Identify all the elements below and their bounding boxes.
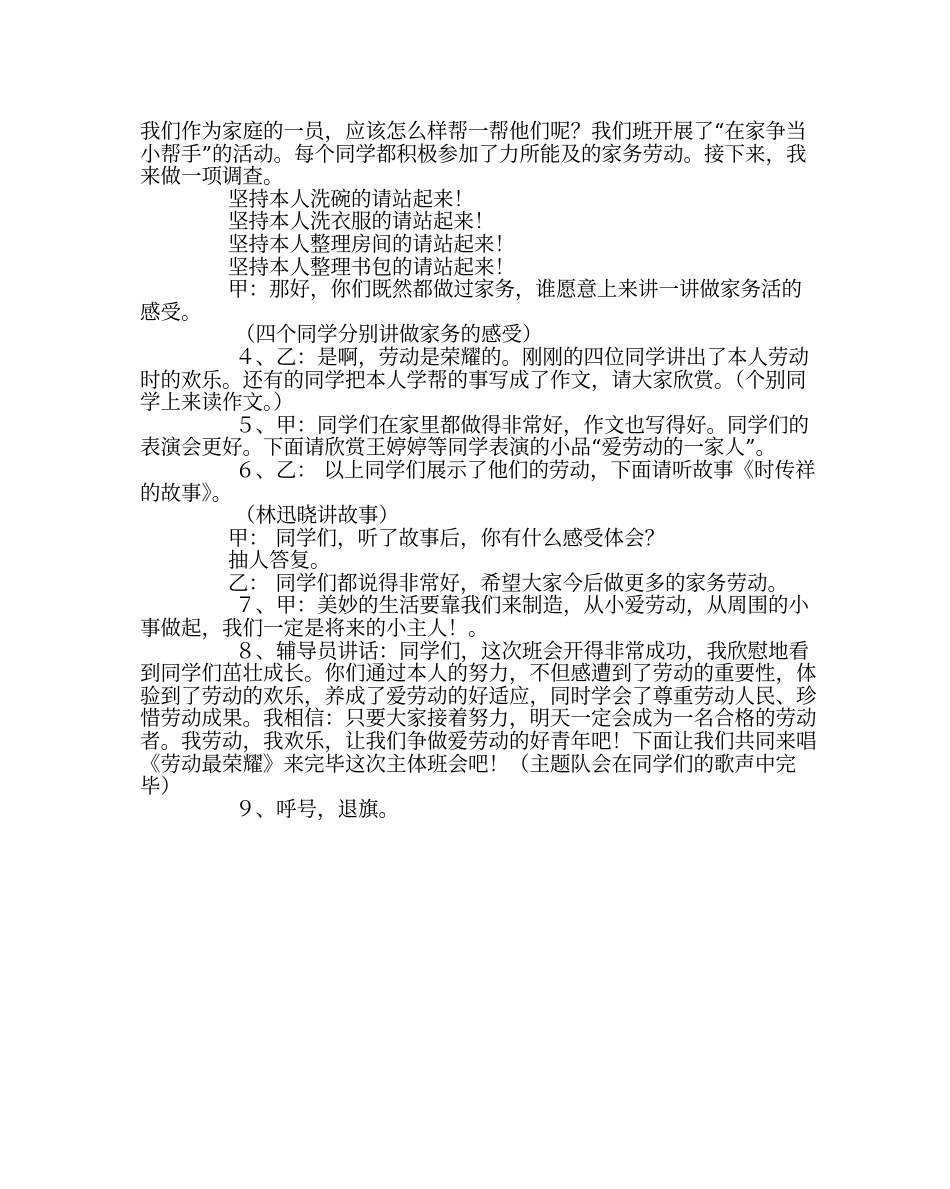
paragraph-story: （林迅晓讲故事） [235,503,399,528]
paragraph-answer: 抽人答复。 [228,548,331,573]
paragraph-four-students: （四个同学分别讲做家务的感受） [235,322,543,347]
paragraph-item-7: ７、甲：美妙的生活要靠我们来制造，从小爱劳动，从周围的小事做起，我们一定是将来的小主人！。 [140,593,809,641]
paragraph-survey-laundry: 坚持本人洗衣服的请站起来！ [228,209,495,234]
paragraph-item-9: ９、呼号，退旗。 [235,796,399,821]
document-body [140,120,820,820]
paragraph-jia-feelings: 甲： 同学们，听了故事后，你有什么感受体会？ [228,525,666,550]
paragraph-intro: 我们作为家庭的一员，应该怎么样帮一帮他们呢？我们班开展了“在家争当小帮手”的活动。每个同学都积极参加了力所能及的家务劳动。接下来，我来做一项调查。 [140,119,807,189]
paragraph-jia-question: 甲：那好，你们既然都做过家务，谁愿意上来讲一讲做家务活的感受。 [140,277,802,324]
paragraph-item-8: ８、辅导员讲话：同学们，这次班会开得非常成功，我欣慰地看到同学们茁壮成长。你们通过本人的努力，不但感遭到了劳动的重要性，体验到了劳动的欢乐，养成了爱劳动的好适应，同时学会了尊重劳动人民、珍惜劳动成果。我相信：只要大家接着努力，明天一定会成为一名合格的劳动者。我劳动，我欢乐，让我们争做爱劳动的好青年吧！下面让我们共同来唱《劳动最荣耀》来完毕这次主体班会吧！（主题队会在同学们的歌声中完毕） [140,638,817,799]
paragraph-survey-dishes: 坚持本人洗碗的请站起来！ [228,186,474,211]
paragraph-yi-praise: 乙： 同学们都说得非常好，希望大家今后做更多的家务劳动。 [228,570,789,595]
paragraph-item-5: ５、甲：同学们在家里都做得非常好，作文也写得好。同学们的表演会更好。下面请欣赏王婷婷等同学表演的小品“爱劳动的一家人”。 [140,412,809,460]
paragraph-survey-room: 坚持本人整理房间的请站起来！ [228,231,515,256]
paragraph-survey-schoolbag: 坚持本人整理书包的请站起来！ [228,254,515,279]
paragraph-item-6: ６、乙： 以上同学们展示了他们的劳动，下面请听故事《时传祥的故事》。 [140,457,816,505]
paragraph-item-4: ４、乙：是啊，劳动是荣耀的。刚刚的四位同学讲出了本人劳动时的欢乐。还有的同学把本人学帮的事写成了作文，请大家欣赏。（个别同学上来读作文。） [140,344,809,415]
